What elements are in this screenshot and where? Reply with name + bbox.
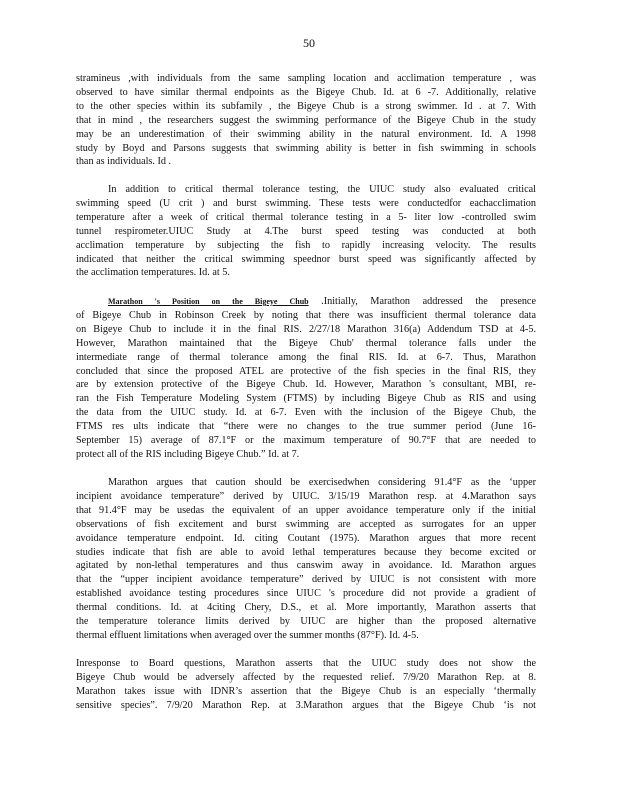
text-line: on Bigeye Chub to include it in the final RIS. 2/27/18 Marathon 316(a) Addendum TSD at 4-5. (76, 323, 536, 335)
text-line: are by extension protective of the Bigeye Chub. Id. However, Marathon 's consultant, MBI, re- (76, 379, 536, 391)
text-line: studies indicate that fish are able to avoid lethal temperatures because they become excited or (76, 546, 536, 558)
paragraph-5 (76, 657, 536, 713)
text-line: that 91.4°F may be usedas the equivalent of an upper avoidance temperature only if the initial (76, 504, 536, 516)
paragraph-2 (76, 183, 536, 280)
text-line: the temperature tolerance limits derived by UIUC are higher than the proposed alternative (76, 616, 536, 628)
text-line: that in mind , the researchers suggest the swimming performance of the Bigeye Chub in the study (76, 114, 536, 126)
text-line: tunnel respirometer.UIUC Study at 4.The burst speed testing was conducted at both (76, 225, 536, 237)
text-line: that the “upper incipient avoidance temperature” derived by UIUC is not consistent with more (76, 574, 536, 586)
text-line: observed to have similar thermal endpoints as the Bigeye Chub. Id. at 6 -7. Additionally, relative (76, 86, 536, 98)
text-line: established avoidance testing procedures since UIUC 's procedure did not provide a gradient of (76, 588, 536, 600)
text-line: than as individuals. Id . (76, 156, 172, 168)
text-line: sensitive species”. 7/9/20 Marathon Rep. at 3.Marathon argues that the Bigeye Chub ‘is not (76, 699, 536, 711)
text-line: stramineus ,with individuals from the same sampling location and acclimation temperature , was (76, 73, 536, 84)
text-line: protect all of the RIS including Bigeye Chub.” Id. at 7. (76, 448, 300, 460)
paragraph-4 (76, 476, 536, 643)
text-line (76, 295, 536, 309)
text-line: to the other species within its subfamily , the Bigeye Chub is a strong swimmer. Id . at 7. With (76, 100, 536, 112)
text-line: avoidance temperature endpoint. Id. citing Coutant (1975). Marathon argues that more recent (76, 532, 536, 544)
text-line: ran the Fish Temperature Modeling System (FTMS) by including Bigeye Chub as RIS and using (76, 393, 536, 405)
text-line: intermediate range of thermal tolerance among the final RIS. Id. at 6-7. Thus, Marathon (76, 351, 536, 363)
text-line: thermal conditions. Id. at 4citing Chery, D.S., et al. More importantly, Marathon asserts that (76, 602, 536, 614)
text-line: the data from the UIUC study. Id. at 6-7. Even with the inclusion of the Bigeye Chub, the (76, 407, 536, 419)
text-line: study by Boyd and Parsons suggests that swimming ability is better in fish swimming in schools (76, 142, 536, 154)
text-line: acclimation temperature by subjecting the fish to rapidly increasing velocity. The results (76, 239, 536, 251)
text-line: indicated that neither the critical swimming speednor burst speed was significantly affected by (76, 253, 536, 265)
paragraph-1 (76, 72, 536, 169)
text-line: swimming speed (U crit ) and burst swimming. These tests were conductedfor eachacclimation (76, 197, 536, 209)
text-line: temperature after a week of critical thermal tolerance testing in a 5- liter low -controlled swim (76, 211, 536, 223)
text-line: Bigeye Chub would be adversely affected by the requested relief. 7/9/20 Marathon Rep. at 8. (76, 671, 536, 683)
text-line: FTMS res ults indicate that “there were no changes to the true summer period (June 16- (76, 421, 536, 433)
text-line: agitated by non-lethal temperatures and thus canswim away in avoidance. Id. Marathon argues (76, 560, 536, 572)
text-line: observations of fish excitement and burst swimming are accepted as surrogates for an upper (76, 518, 536, 530)
paragraph-3 (76, 295, 536, 462)
text-line: thermal effluent limitations when averaged over the summer months (87°F). Id. 4-5. (76, 629, 419, 641)
text-line: Marathon argues that caution should be exercisedwhen considering 91.4°F as the ‘upper (108, 477, 536, 488)
text-line: Marathon takes issue with IDNR’s assertion that the Bigeye Chub is an especially ‘thermally (76, 685, 536, 697)
text-run: .Initially, Marathon addressed the presence (308, 296, 536, 307)
text-line: In addition to critical thermal tolerance testing, the UIUC study also evaluated critical (108, 184, 536, 195)
text-line: September 15) average of 87.1°F or the maximum temperature of 90.7°F that are needed to (76, 435, 536, 447)
page-number: 50 (303, 36, 315, 50)
text-line: However, Marathon maintained that the Bigeye Chub' thermal tolerance falls under the (76, 337, 536, 349)
text-line: incipient avoidance temperature” derived by UIUC. 3/15/19 Marathon resp. at 4.Marathon says (76, 490, 536, 502)
section-heading: Marathon 's Position on the Bigeye Chub (108, 297, 309, 306)
text-line: the acclimation temperatures. Id. at 5. (76, 267, 230, 279)
text-line: may be an underestimation of their swimming ability in the natural environment. Id. A 1998 (76, 128, 536, 140)
text-line: concluded that since the proposed ATEL are protective of the fish species in the final RIS, they (76, 365, 536, 377)
text-line: of Bigeye Chub in Robinson Creek by noting that there was insufficient thermal tolerance data (76, 309, 536, 321)
text-line: Inresponse to Board questions, Marathon asserts that the UIUC study does not show the (76, 658, 536, 669)
